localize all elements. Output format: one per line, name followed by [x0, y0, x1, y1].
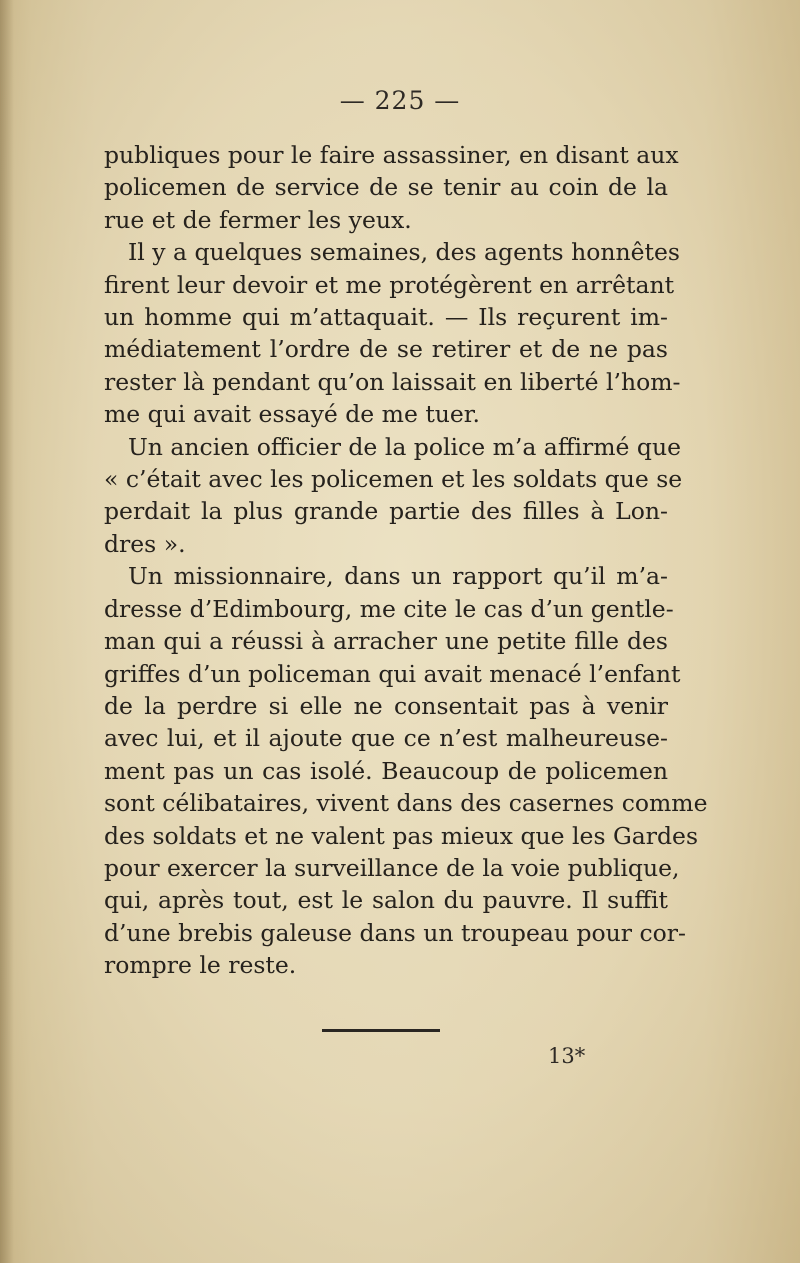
text-line: sont célibataires, vivent dans des casernes comme: [104, 789, 708, 818]
text-line: « c’était avec les policemen et les soldats que se: [104, 465, 683, 494]
text-line: Il y a quelques semaines, des agents honnêtes: [128, 238, 680, 267]
text-line: dres ».: [104, 529, 186, 558]
spine-shadow: [0, 0, 14, 1263]
text-line: dresse d’Edimbourg, me cite le cas d’un gentle-: [104, 594, 674, 623]
text-line: publiques pour le faire assassiner, en disant aux: [104, 141, 679, 169]
text-line: perdait la plus grande partie des filles à Lon-: [104, 497, 668, 526]
signature-mark: 13*: [548, 1044, 586, 1068]
text-line: rester là pendant qu’on laissait en liberté l’hom-: [104, 367, 681, 396]
text-line: Un ancien officier de la police m’a affirmé que: [128, 432, 682, 461]
text-line: Un missionnaire, dans un rapport qu’il m’a-: [128, 562, 668, 591]
text-line: d’une brebis galeuse dans un troupeau pour cor-: [104, 918, 686, 947]
text-line: pour exercer la surveillance de la voie publique,: [104, 853, 680, 882]
text-line: rue et de fermer les yeux.: [104, 205, 412, 234]
text-line: rompre le reste.: [104, 951, 297, 980]
text-line: policemen de service de se tenir au coin de la: [104, 173, 668, 202]
text-line: man qui a réussi à arracher une petite fille des: [104, 627, 668, 656]
text-line: avec lui, et il ajoute que ce n’est malheureuse-: [104, 724, 668, 753]
text-line: qui, après tout, est le salon du pauvre. Il suffit: [104, 886, 668, 915]
footer-rule: [322, 1029, 440, 1032]
text-line: griffes d’un policeman qui avait menacé l’enfant: [104, 659, 681, 688]
text-line: me qui avait essayé de me tuer.: [104, 400, 480, 429]
text-line: ment pas un cas isolé. Beaucoup de policemen: [104, 756, 668, 785]
body-text: [104, 139, 708, 982]
text-line: firent leur devoir et me protégèrent en arrêtant: [104, 270, 675, 299]
text-line: des soldats et ne valent pas mieux que les Gardes: [104, 821, 699, 850]
page-number-header: — 225 —: [339, 86, 461, 115]
text-line: un homme qui m’attaquait. — Ils reçurent im-: [104, 303, 668, 332]
text-line: médiatement l’ordre de se retirer et de ne pas: [104, 335, 668, 364]
text-line: de la perdre si elle ne consentait pas à venir: [104, 691, 668, 720]
